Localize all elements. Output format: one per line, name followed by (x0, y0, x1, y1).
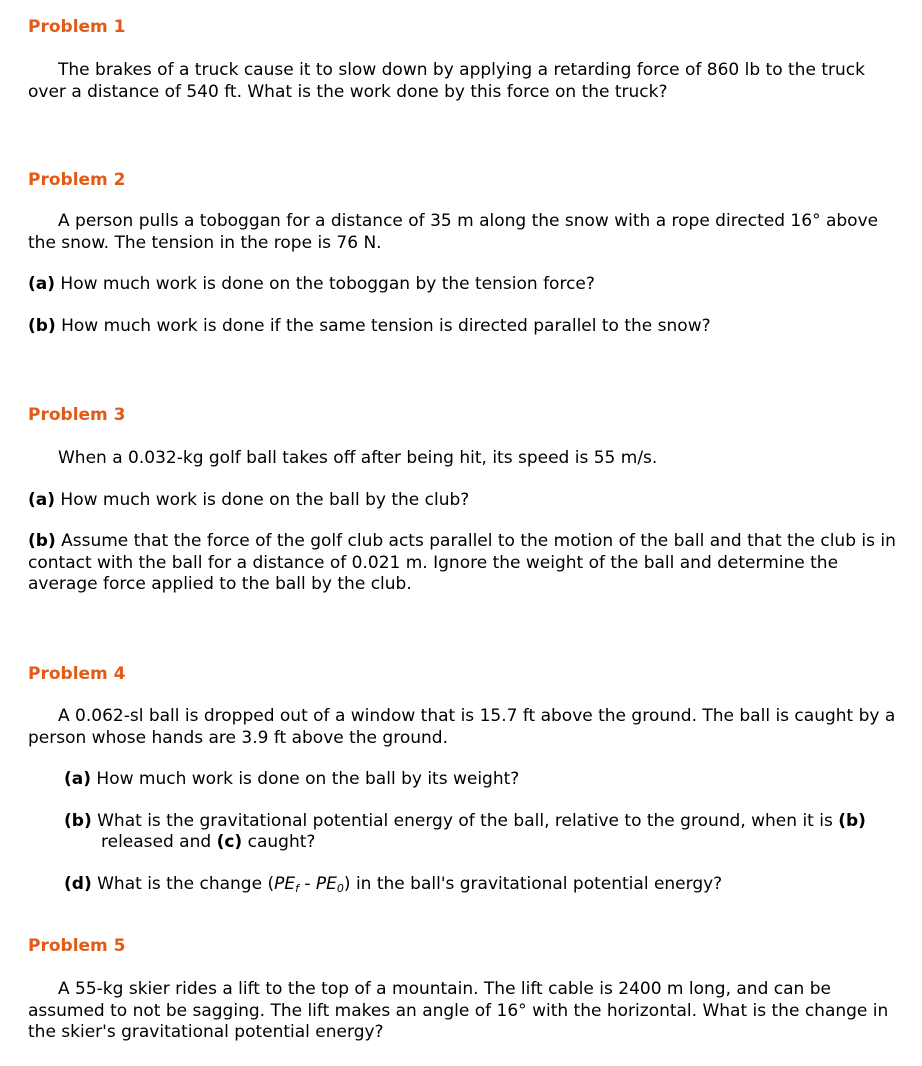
part-text: How much work is done if the same tension is directed parallel to the snow? (61, 315, 711, 336)
part-text: How much work is done on the ball by the club? (60, 489, 470, 510)
part-label: (b) (838, 810, 866, 831)
problem-3-part-b (28, 531, 898, 596)
problem-4-title: Problem 4 (28, 664, 126, 684)
part-label: (a) (28, 489, 56, 510)
pe-initial: $PE_0$ (315, 873, 344, 895)
problem-3-title: Problem 3 (28, 405, 126, 425)
problem-4-part-b (64, 811, 898, 854)
part-text-end: ) in the ball's gravitational potential energy? (343, 873, 723, 894)
minus-sign: - (298, 873, 316, 894)
problem-1-text: The brakes of a truck cause it to slow down by applying a retarding force of 860 lb to the truck over a distance of 540 ft. What is the work done by this force on the truck? (28, 60, 865, 102)
part-text: What is the gravitational potential energy of the ball, relative to the ground, when it is (97, 810, 833, 831)
problem-4 (28, 663, 898, 895)
part-text: How much work is done on the ball by its weight? (96, 769, 520, 789)
pe-final: $PE_f$ (274, 873, 299, 895)
part-label: (a) (28, 274, 56, 294)
problem-2-title: Problem 2 (28, 170, 126, 190)
problem-3-part-a (28, 490, 898, 512)
problem-2-text: A person pulls a toboggan for a distance of 35 m along the snow with a rope directed 16° above the snow. The tension in the rope is 76 N. (28, 211, 879, 253)
part-text: What is the change ( (97, 873, 275, 894)
problem-3 (28, 404, 898, 596)
problem-1 (28, 16, 898, 103)
problem-2 (28, 169, 898, 337)
part-text: released and (101, 832, 212, 852)
problem-4-part-d (64, 874, 898, 896)
problem-3-text: When a 0.032-kg golf ball takes off after being hit, its speed is 55 m/s. (58, 448, 658, 468)
problem-2-part-b (28, 316, 898, 338)
problem-2-part-a (28, 274, 898, 296)
problem-1-title: Problem 1 (28, 17, 126, 37)
part-label: (b) (64, 810, 92, 831)
problem-5 (28, 935, 898, 1044)
part-text: caught? (247, 832, 316, 852)
part-text: How much work is done on the toboggan by the tension force? (60, 274, 595, 294)
part-label: (b) (28, 315, 56, 336)
problem-5-text: A 55-kg skier rides a lift to the top of a mountain. The lift cable is 2400 m long, and can be assumed to not be sagging. The lift makes an angle of 16° with the horizontal. What is the change in the skier's gravitational potential energy? (28, 979, 889, 1042)
part-label: (d) (64, 873, 92, 894)
problem-4-part-a (64, 769, 898, 791)
part-label: (a) (64, 769, 92, 789)
part-text: Assume that the force of the golf club acts parallel to the motion of the ball and that the club is in contact with the ball for a distance of 0.021 m. Ignore the weight of the ball and determine the average force applied to the ball by the club. (28, 531, 896, 594)
problem-5-title: Problem 5 (28, 936, 126, 956)
part-label: (c) (216, 832, 243, 852)
part-label: (b) (28, 531, 56, 551)
problem-4-parts (28, 769, 898, 895)
problem-4-text: A 0.062-sl ball is dropped out of a window that is 15.7 ft above the ground. The ball is caught by a person whose hands are 3.9 ft above the ground. (28, 706, 896, 748)
